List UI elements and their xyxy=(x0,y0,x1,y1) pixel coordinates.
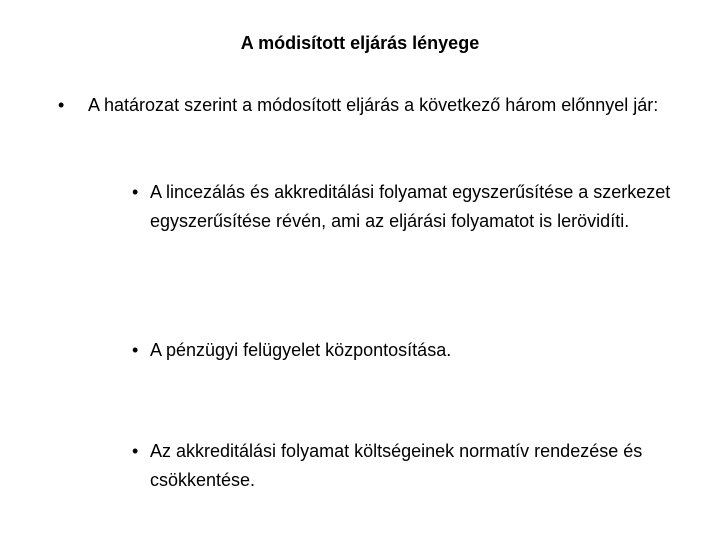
slide-title: A módisított eljárás lényege xyxy=(240,33,480,53)
main-bullet-point xyxy=(58,92,708,118)
sub-bullet-text: Az akkreditálási folyamat költségeinek normatív rendezése és csökkentése. xyxy=(150,441,643,490)
bullet-icon: • xyxy=(58,95,65,115)
bullet-icon: • xyxy=(132,441,139,461)
bullet-icon: • xyxy=(132,182,139,202)
sub-bullet-point xyxy=(132,437,707,495)
main-bullet-text: A határozat szerint a módosított eljárás a következő három előnnyel jár: xyxy=(88,95,659,115)
bullet-icon: • xyxy=(132,340,139,360)
sub-bullet-text: A lincezálás és akkreditálási folyamat egyszerűsítése a szerkezet egyszerűsítése révén, ami az eljárási folyamatot is lerövidíti. xyxy=(150,182,671,231)
sub-bullet-point xyxy=(132,336,707,365)
sub-bullet-text: A pénzügyi felügyelet központosítása. xyxy=(150,340,452,360)
sub-bullet-point xyxy=(132,178,707,236)
